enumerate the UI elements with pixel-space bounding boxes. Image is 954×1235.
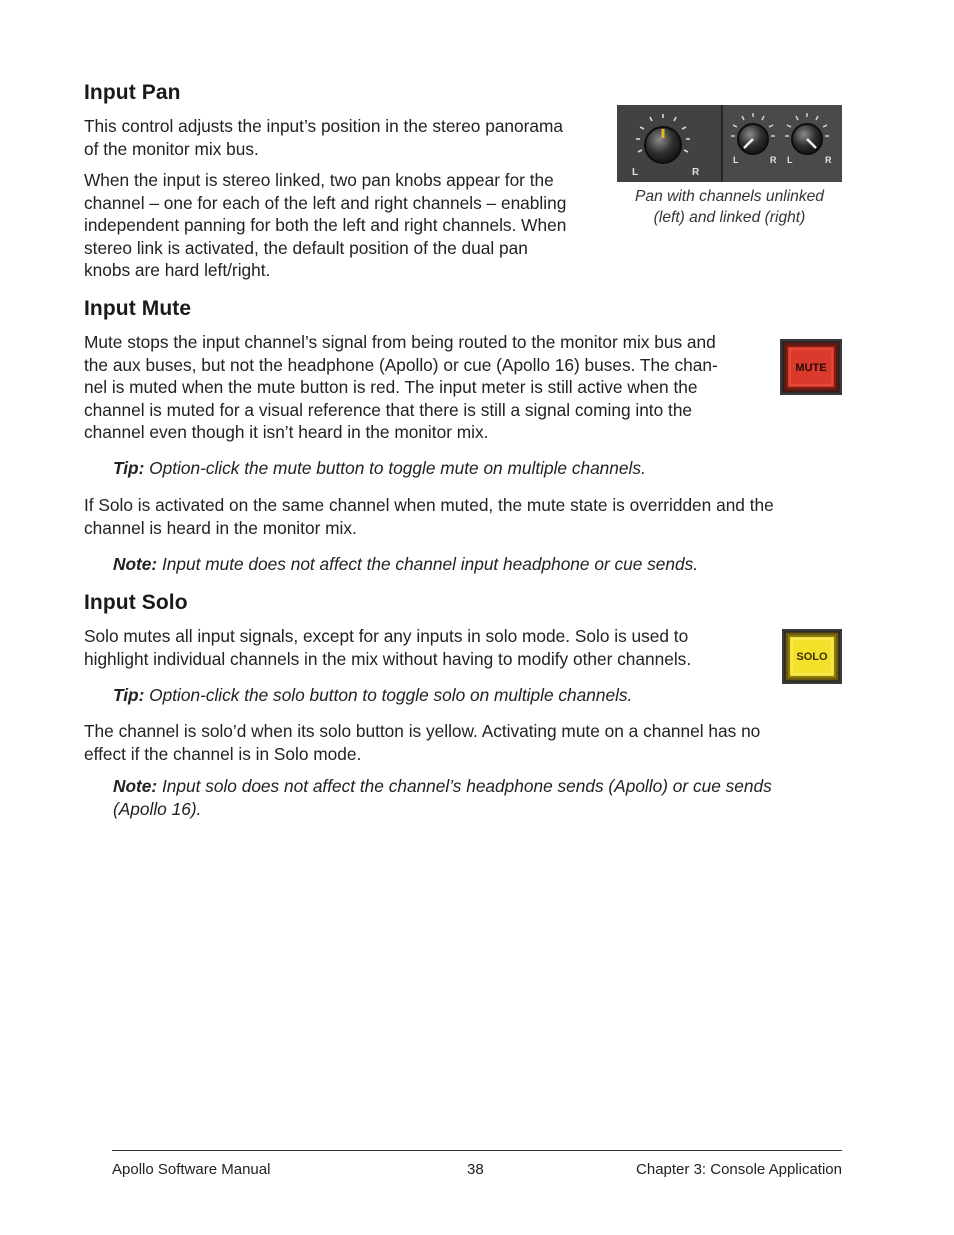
note-label: Note: bbox=[113, 776, 158, 796]
line: stereo link is activated, the default position of the dual pan bbox=[84, 237, 528, 258]
knob-label: L bbox=[787, 155, 793, 165]
line: If Solo is activated on the same channel when muted, the mute state is overridden and the bbox=[84, 495, 774, 515]
line: effect if the channel is in Solo mode. bbox=[84, 743, 362, 764]
note-text: (Apollo 16). bbox=[113, 798, 202, 819]
solo-tip bbox=[113, 684, 632, 707]
solo-paragraph-1 bbox=[84, 625, 691, 670]
line: nel is muted when the mute button is red. The input meter is still active when the bbox=[84, 377, 698, 398]
line: highlight individual channels in the mix without having to modify other channels. bbox=[84, 648, 692, 669]
heading-input-pan: Input Pan bbox=[84, 81, 181, 104]
line: When the input is stereo linked, two pan knobs appear for the bbox=[84, 170, 554, 190]
line: This control adjusts the input’s position in the stereo panorama bbox=[84, 116, 564, 136]
note-label: Note: bbox=[113, 554, 158, 574]
note-text: Input solo does not affect the channel’s headphone sends (Apollo) or cue sends bbox=[157, 776, 772, 796]
solo-button-label: SOLO bbox=[796, 651, 828, 663]
line: of the monitor mix bus. bbox=[84, 138, 259, 159]
footer-chapter-title: Chapter 3: Console Application bbox=[636, 1161, 842, 1178]
tip-text: Option-click the mute button to toggle mute on multiple channels. bbox=[144, 458, 646, 478]
solo-button-figure bbox=[782, 629, 842, 684]
mute-paragraph-1 bbox=[84, 331, 718, 444]
caption-line: (left) and linked (right) bbox=[653, 208, 806, 226]
tip-text: Option-click the solo button to toggle solo on multiple channels. bbox=[144, 685, 633, 705]
tip-label: Tip: bbox=[113, 685, 145, 705]
knob-label: R bbox=[825, 155, 832, 165]
line: channel – one for each of the left and right channels – enabling bbox=[84, 192, 567, 213]
pan-figure-caption bbox=[617, 187, 842, 228]
line: channel is muted for a visual reference that there is still a signal coming into the bbox=[84, 399, 693, 420]
solo-paragraph-2 bbox=[84, 720, 760, 765]
line: Solo mutes all input signals, except for any inputs in solo mode. Solo is used to bbox=[84, 626, 689, 646]
footer-manual-title: Apollo Software Manual bbox=[112, 1161, 271, 1178]
caption-line: Pan with channels unlinked bbox=[635, 188, 824, 205]
knob-label: L bbox=[632, 167, 639, 178]
knob-label: L bbox=[733, 155, 739, 165]
tip-label: Tip: bbox=[113, 458, 145, 478]
line: Mute stops the input channel’s signal from being routed to the monitor mix bus and bbox=[84, 332, 716, 352]
line: channel is heard in the monitor mix. bbox=[84, 517, 357, 538]
footer-divider bbox=[112, 1150, 842, 1151]
mute-tip bbox=[113, 457, 646, 480]
line: the aux buses, but not the headphone (Apollo) or cue (Apollo 16) buses. The chan- bbox=[84, 354, 718, 375]
mute-note bbox=[113, 553, 698, 576]
heading-input-mute: Input Mute bbox=[84, 297, 192, 320]
pan-paragraph-2 bbox=[84, 169, 566, 282]
pan-paragraph-1 bbox=[84, 115, 563, 160]
line: The channel is solo’d when its solo button is yellow. Activating mute on a channel has no bbox=[84, 721, 761, 741]
mute-paragraph-2 bbox=[84, 494, 774, 539]
pan-knobs-figure bbox=[617, 105, 842, 182]
solo-note bbox=[113, 775, 772, 820]
heading-input-solo: Input Solo bbox=[84, 591, 188, 614]
note-text: Input mute does not affect the channel input headphone or cue sends. bbox=[157, 554, 699, 574]
footer-page-number: 38 bbox=[467, 1161, 484, 1178]
knob-label: R bbox=[692, 167, 700, 178]
mute-button-figure bbox=[780, 339, 842, 395]
mute-button-label: MUTE bbox=[795, 362, 827, 374]
line: channel even though it isn’t heard in the monitor mix. bbox=[84, 422, 489, 443]
line: independent panning for both the left and right channels. When bbox=[84, 215, 567, 236]
knob-label: R bbox=[770, 155, 777, 165]
line: knobs are hard left/right. bbox=[84, 260, 271, 281]
